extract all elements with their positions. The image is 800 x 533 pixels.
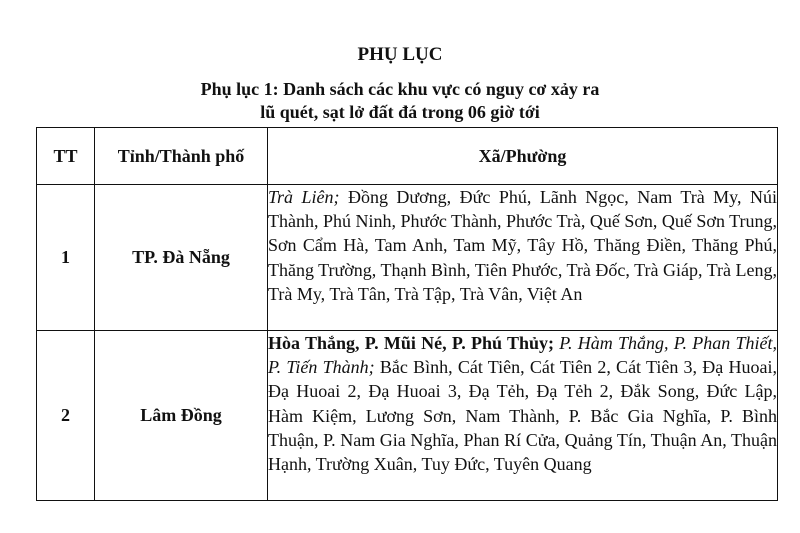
- column-header-province: Tỉnh/Thành phố: [95, 128, 268, 185]
- ward-list-italic: Trà Liên;: [268, 187, 340, 207]
- subtitle-line-2: lũ quét, sạt lở đất đá trong 06 giờ tới: [260, 102, 540, 122]
- appendix-title: PHỤ LỤC: [357, 44, 443, 65]
- table-row: [37, 185, 778, 331]
- column-header-tt: TT: [37, 128, 95, 185]
- appendix-subtitle: [0, 78, 800, 124]
- ward-list-regular: Đồng Dương, Đức Phú, Lãnh Ngọc, Nam Trà My, Núi Thành, Phú Ninh, Phước Thành, Phước Trà, Quế Sơn, Quế Sơn Trung, Sơn Cẩm Hà, Tam Anh, Tam Mỹ, Tây Hồ, Thăng Điền, Thăng Phú, Thăng Trường, Thạnh Bình, Tiên Phước, Trà Đốc, Trà Giáp, Trà Leng, Trà My, Trà Tân, Trà Tập, Trà Vân, Việt An: [268, 187, 777, 304]
- row-number: 1: [37, 185, 95, 331]
- ward-list: [268, 331, 778, 501]
- row-number: 2: [37, 331, 95, 501]
- table-header-row: [37, 128, 778, 185]
- province-name: TP. Đà Nẵng: [95, 185, 268, 331]
- ward-list: [268, 185, 778, 331]
- risk-area-table: [36, 127, 778, 501]
- column-header-wards: Xã/Phường: [268, 128, 778, 185]
- subtitle-line-1: Phụ lục 1: Danh sách các khu vực có nguy cơ xảy ra: [200, 79, 600, 99]
- ward-list-italic: P. Hàm Thắng, P. Phan Thiết, P. Tiến Thành;: [268, 333, 778, 378]
- table-row: [37, 331, 778, 501]
- ward-list-bold: Hòa Thắng, P. Mũi Né, P. Phú Thủy;: [268, 333, 555, 353]
- province-name: Lâm Đồng: [95, 331, 268, 501]
- ward-list-regular: Bắc Bình, Cát Tiên, Cát Tiên 2, Cát Tiên 3, Đạ Huoai, Đạ Huoai 2, Đạ Huoai 3, Đạ Tẻh, Đạ Tẻh 2, Đắk Song, Đức Lập, Hàm Kiệm, Lương Sơn, Nam Thành, P. Bắc Gia Nghĩa, P. Bình Thuận, P. Nam Gia Nghĩa, Phan Rí Cửa, Quảng Tín, Thuận An, Thuận Hạnh, Trường Xuân, Tuy Đức, Tuyên Quang: [268, 357, 777, 475]
